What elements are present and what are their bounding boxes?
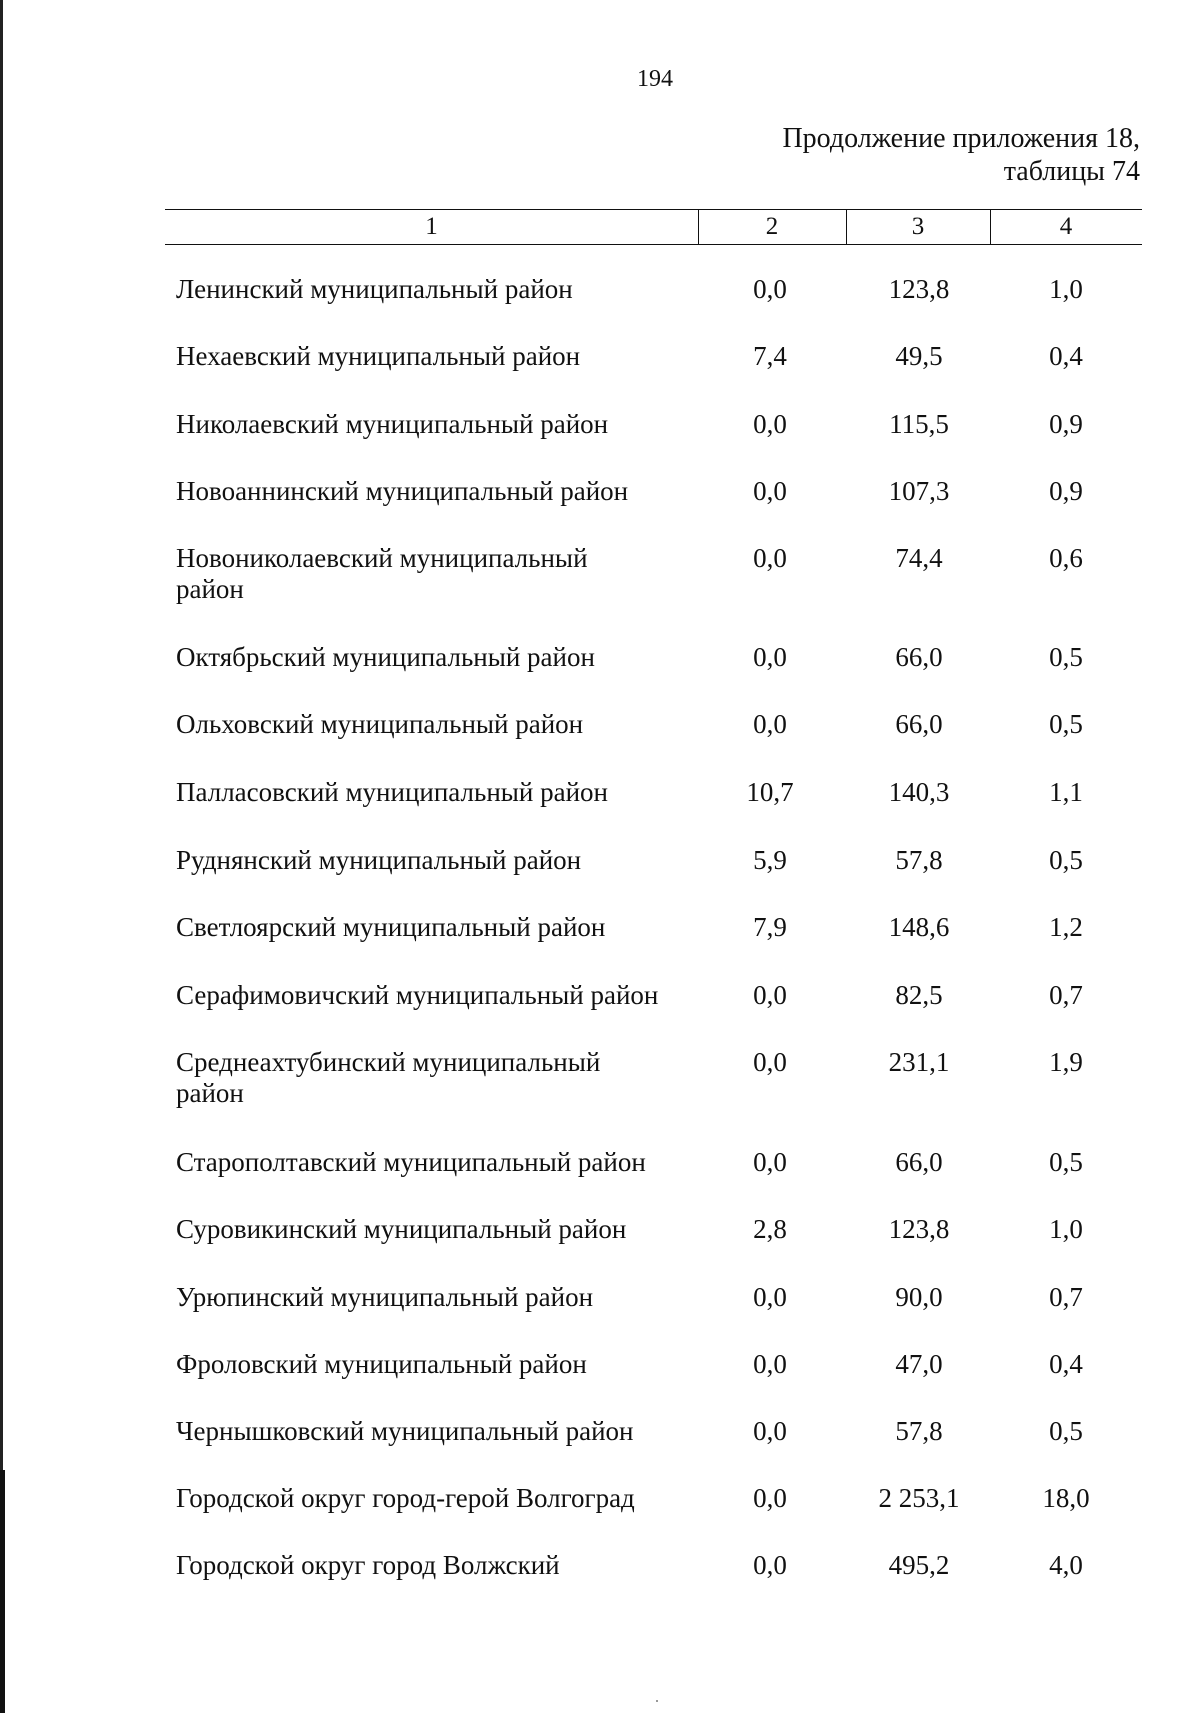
table-row — [0, 1047, 1200, 1127]
row-value-col2: 0,0 — [753, 274, 787, 304]
column-header-4: 4 — [1059, 213, 1073, 240]
table-row — [0, 274, 1200, 336]
row-value-col3: 49,5 — [895, 341, 943, 371]
row-value-col2: 2,8 — [753, 1214, 787, 1244]
row-value-col3: 2 253,1 — [878, 1483, 960, 1513]
row-value-col3: 123,8 — [888, 1214, 950, 1244]
table-row — [0, 341, 1200, 403]
row-value-col4: 0,9 — [1049, 476, 1083, 506]
row-value-col4: 0,4 — [1049, 1349, 1083, 1379]
row-value-col4: 0,9 — [1049, 409, 1083, 439]
row-value-col4: 0,5 — [1049, 1416, 1083, 1446]
row-value-col4: 0,7 — [1049, 980, 1083, 1010]
row-value-col4: 0,5 — [1049, 642, 1083, 672]
row-value-col2: 0,0 — [753, 1349, 787, 1379]
row-value-col2: 0,0 — [753, 1282, 787, 1312]
row-value-col2: 0,0 — [753, 1550, 787, 1580]
row-value-col2: 0,0 — [753, 980, 787, 1010]
row-value-col4: 1,0 — [1049, 1214, 1083, 1244]
row-name: Фроловский муниципальный район — [176, 1349, 587, 1379]
row-name: Николаевский муниципальный район — [176, 409, 609, 439]
table-row — [0, 709, 1200, 771]
caption-line-2: таблицы 74 — [1003, 156, 1140, 187]
row-value-col3: 148,6 — [888, 912, 950, 942]
table-row — [0, 1282, 1200, 1344]
row-value-col3: 231,1 — [888, 1047, 950, 1077]
table-row — [0, 1416, 1200, 1478]
row-value-col4: 1,2 — [1049, 912, 1083, 942]
row-value-col3: 107,3 — [888, 476, 950, 506]
row-value-col3: 66,0 — [895, 642, 943, 672]
row-value-col3: 123,8 — [888, 274, 950, 304]
table-row — [0, 409, 1200, 471]
row-value-col4: 0,5 — [1049, 1147, 1083, 1177]
row-value-col4: 0,4 — [1049, 341, 1083, 371]
row-name: Новониколаевский муниципальный район — [176, 543, 588, 604]
row-value-col4: 0,7 — [1049, 1282, 1083, 1312]
table-row — [0, 1214, 1200, 1276]
row-name: Нехаевский муниципальный район — [176, 341, 581, 371]
page-number: 194 — [637, 66, 673, 92]
table-caption — [782, 122, 1140, 188]
row-value-col3: 140,3 — [888, 777, 950, 807]
column-header-1: 1 — [425, 213, 438, 240]
row-value-col2: 0,0 — [753, 1047, 787, 1077]
row-value-col2: 0,0 — [753, 709, 787, 739]
table-row — [0, 1147, 1200, 1209]
table-header-bottom-rule — [165, 244, 1142, 245]
table-row — [0, 1483, 1200, 1545]
scan-speck — [656, 1700, 658, 1702]
row-name: Чернышковский муниципальный район — [176, 1416, 634, 1446]
table-row — [0, 476, 1200, 538]
row-value-col3: 66,0 — [895, 1147, 943, 1177]
table-header-top-rule — [165, 209, 1142, 210]
table-row — [0, 845, 1200, 907]
row-value-col2: 0,0 — [753, 1416, 787, 1446]
row-value-col4: 1,9 — [1049, 1047, 1083, 1077]
row-value-col2: 0,0 — [753, 543, 787, 573]
row-value-col3: 90,0 — [895, 1282, 943, 1312]
row-value-col4: 0,5 — [1049, 845, 1083, 875]
row-name: Новоаннинский муниципальный район — [176, 476, 629, 506]
row-value-col2: 0,0 — [753, 642, 787, 672]
row-value-col2: 0,0 — [753, 1147, 787, 1177]
row-value-col2: 5,9 — [753, 845, 787, 875]
caption-line-1: Продолжение приложения 18, — [782, 123, 1140, 154]
table-row — [0, 543, 1200, 623]
row-name: Руднянский муниципальный район — [176, 845, 582, 875]
row-name: Старополтавский муниципальный район — [176, 1147, 646, 1177]
row-value-col2: 7,4 — [753, 341, 787, 371]
row-value-col3: 57,8 — [895, 1416, 943, 1446]
row-value-col2: 0,0 — [753, 476, 787, 506]
row-name: Урюпинский муниципальный район — [176, 1282, 594, 1312]
row-name: Городской округ город Волжский — [176, 1550, 560, 1580]
row-name: Палласовский муниципальный район — [176, 777, 608, 807]
table-row — [0, 912, 1200, 974]
row-name: Городской округ город-герой Волгоград — [176, 1483, 635, 1513]
row-value-col2: 7,9 — [753, 912, 787, 942]
row-name: Среднеахтубинский муниципальный район — [176, 1047, 601, 1108]
row-value-col3: 495,2 — [888, 1550, 950, 1580]
row-value-col2: 0,0 — [753, 1483, 787, 1513]
row-value-col4: 1,0 — [1049, 274, 1083, 304]
row-value-col3: 66,0 — [895, 709, 943, 739]
table-row — [0, 1550, 1200, 1612]
row-value-col4: 18,0 — [1042, 1483, 1090, 1513]
row-value-col3: 74,4 — [895, 543, 943, 573]
row-value-col4: 4,0 — [1049, 1550, 1083, 1580]
row-value-col4: 1,1 — [1049, 777, 1083, 807]
table-row — [0, 1349, 1200, 1411]
row-name: Ленинский муниципальный район — [176, 274, 573, 304]
row-value-col3: 47,0 — [895, 1349, 943, 1379]
row-value-col4: 0,6 — [1049, 543, 1083, 573]
row-value-col3: 82,5 — [895, 980, 943, 1010]
row-value-col2: 10,7 — [746, 777, 794, 807]
table-row — [0, 777, 1200, 839]
column-header-2: 2 — [765, 213, 779, 240]
column-header-3: 3 — [911, 213, 925, 240]
row-value-col2: 0,0 — [753, 409, 787, 439]
row-name: Ольховский муниципальный район — [176, 709, 584, 739]
row-name: Суровикинский муниципальный район — [176, 1214, 627, 1244]
row-name: Октябрьский муниципальный район — [176, 642, 595, 672]
row-value-col4: 0,5 — [1049, 709, 1083, 739]
table-row — [0, 980, 1200, 1042]
row-name: Серафимовичский муниципальный район — [176, 980, 659, 1010]
row-value-col3: 57,8 — [895, 845, 943, 875]
row-name: Светлоярский муниципальный район — [176, 912, 606, 942]
row-value-col3: 115,5 — [889, 409, 949, 439]
table-row — [0, 642, 1200, 704]
